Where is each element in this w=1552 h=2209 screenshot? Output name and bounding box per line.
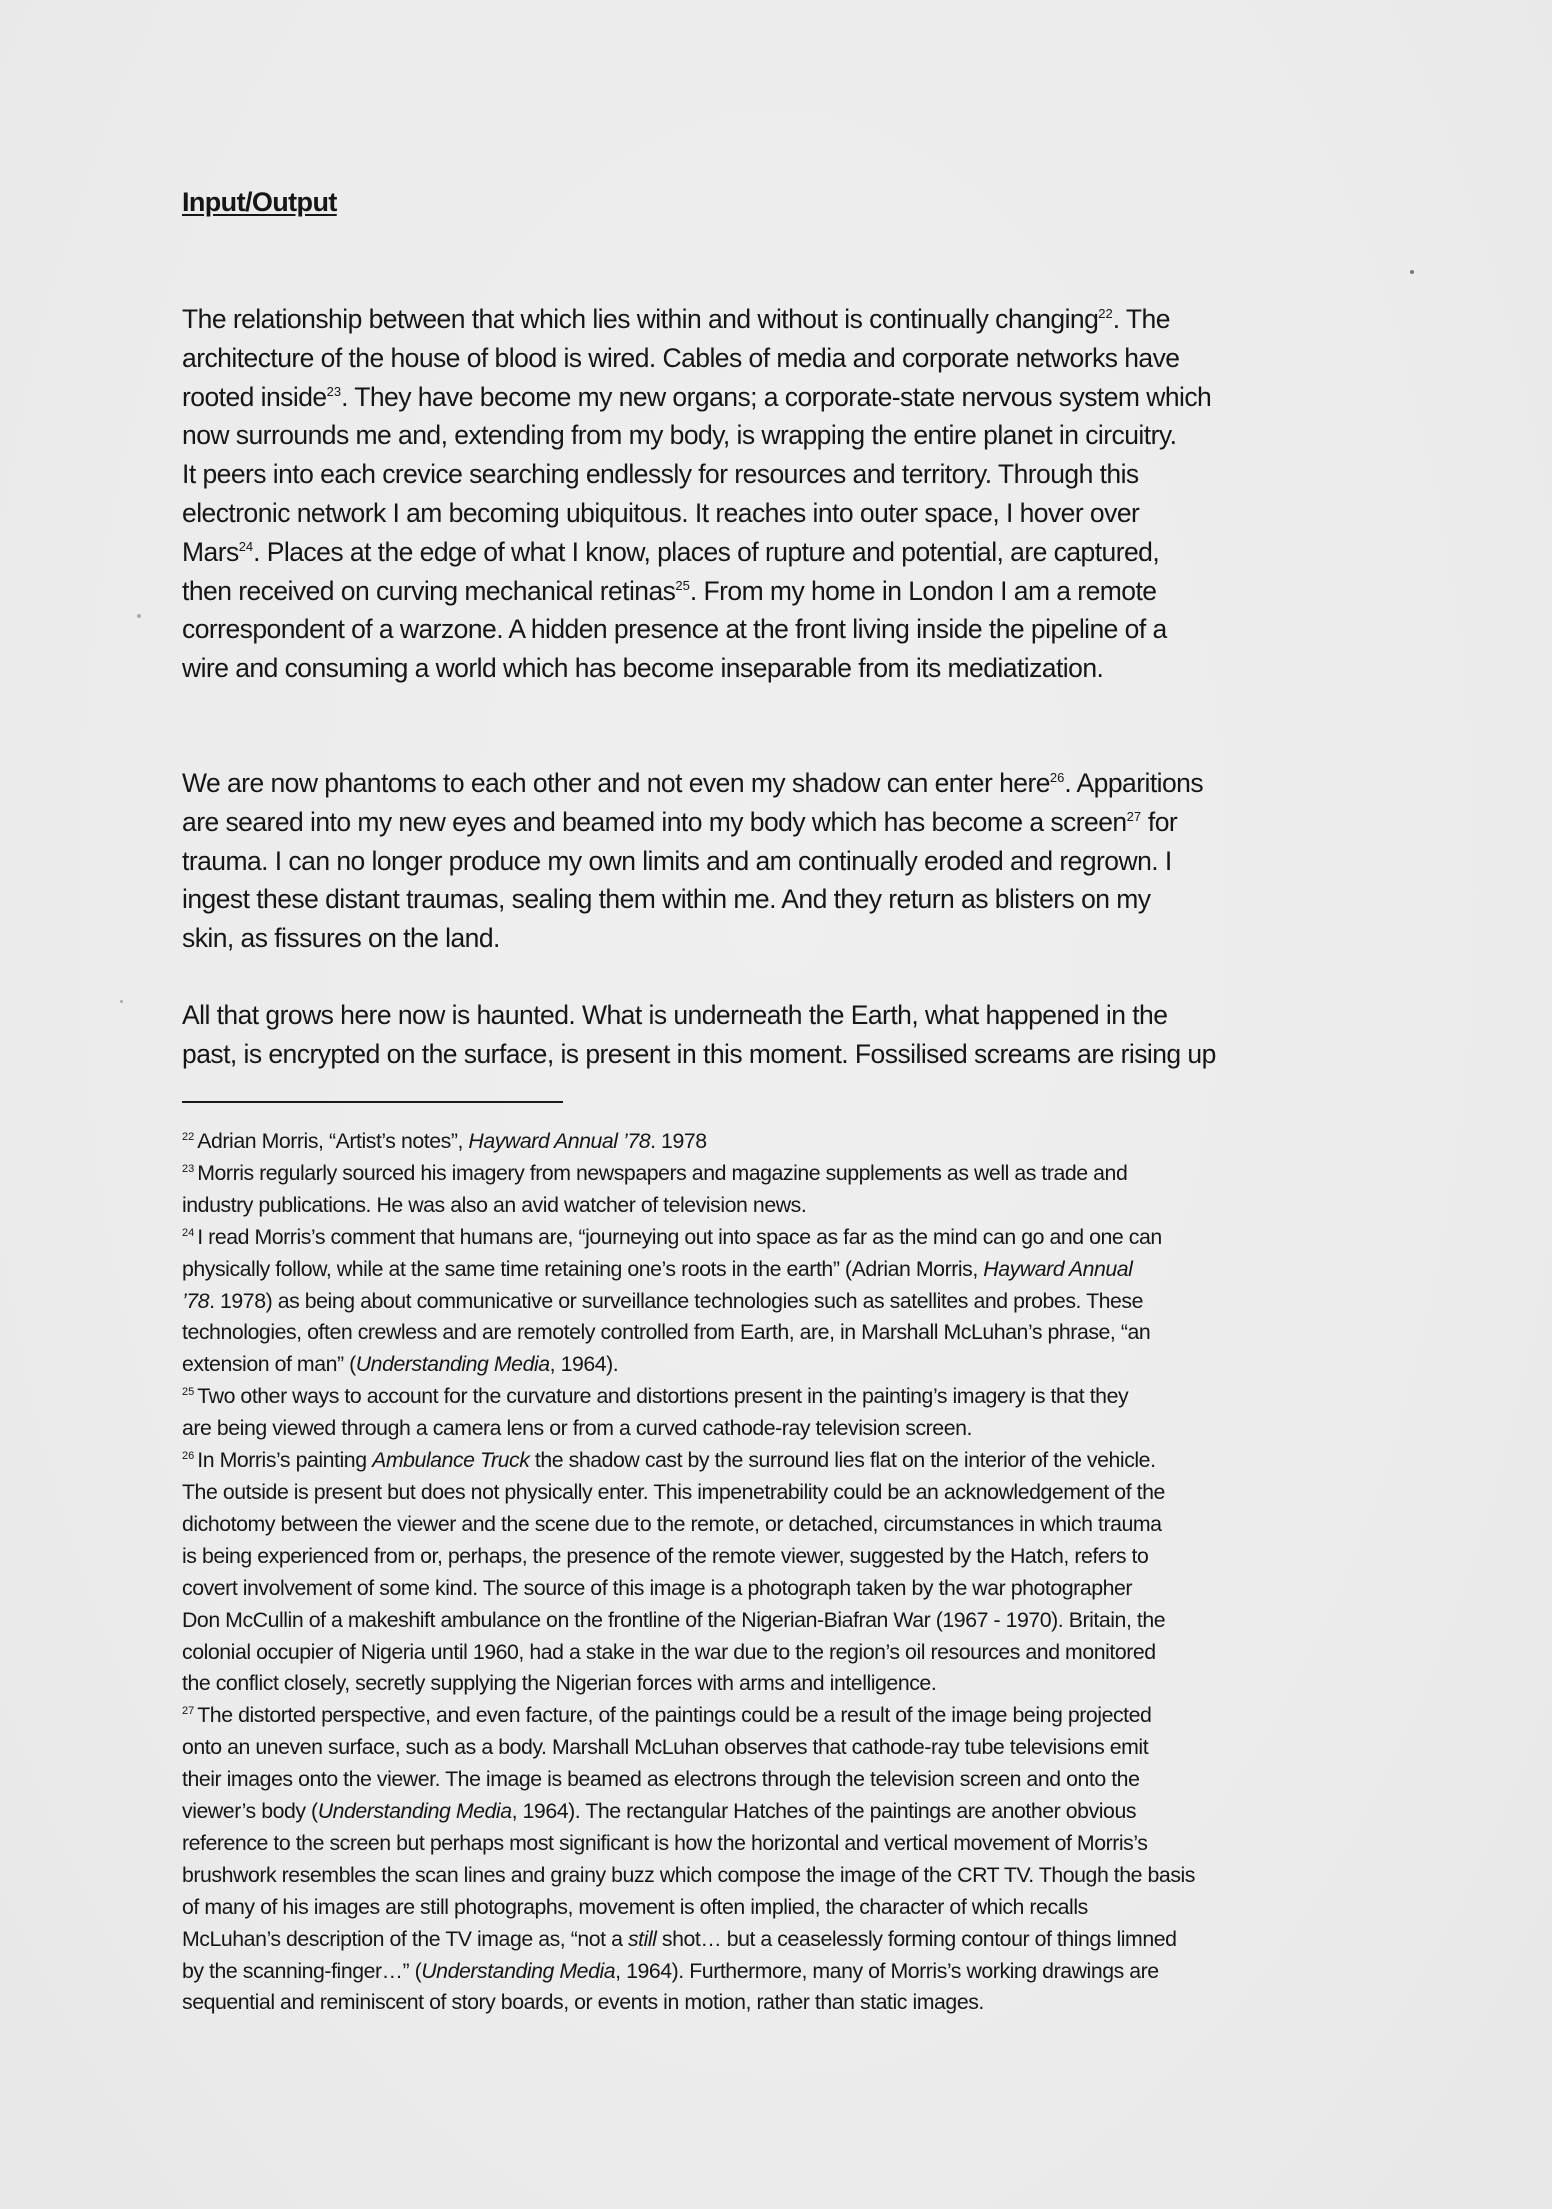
footnote-line: [182, 1700, 1382, 1732]
footnote-text: , 1964). The rectangular Hatches of the paintings are another obvious: [511, 1799, 1137, 1824]
paper-speck: [120, 1000, 123, 1003]
footnote-text: shot… but a ceaselessly forming contour of things limned: [656, 1926, 1177, 1951]
footnote-line: [182, 1605, 1382, 1637]
footnote-text: . 1978: [650, 1129, 707, 1153]
line-text: wire and consuming a world which has become inseparable from its mediatization.: [182, 653, 1104, 684]
footnote-line: [182, 1541, 1382, 1573]
footnote-line: [182, 1477, 1382, 1509]
line-text: . The: [1112, 304, 1170, 334]
line-text: . Places at the edge of what I know, places of rupture and potential, are captured,: [253, 536, 1160, 567]
footnote-text: . 1978) as being about communicative or surveillance technologies such as satellites and probes. These: [209, 1288, 1144, 1313]
line-text: architecture of the house of blood is wired. Cables of media and corporate networks have: [182, 342, 1180, 373]
footnote-line: [182, 1764, 1382, 1796]
footnote-line: [182, 1158, 1382, 1190]
document-title: Input/Output: [182, 187, 337, 217]
footnote: [182, 1381, 1382, 1445]
footnote-line: [182, 1828, 1382, 1860]
line-text: for: [1141, 806, 1178, 837]
footnote-text: , 1964). Furthermore, many of Morris’s working drawings are: [615, 1958, 1159, 1983]
footnote-line: [182, 1254, 1382, 1286]
line-text: are seared into my new eyes and beamed into my body which has become a screen: [182, 806, 1127, 837]
paragraph-line: [182, 842, 1382, 881]
footnote-text: industry publications. He was also an avid watcher of television news.: [182, 1192, 807, 1217]
line-text: The relationship between that which lies within and without is continually changing: [182, 304, 1099, 334]
footnote-line: [182, 1349, 1382, 1381]
footnote-reference: 22: [1098, 306, 1113, 321]
paragraph-line: [182, 649, 1382, 688]
footnote-number: 23: [182, 1162, 195, 1175]
paragraph-line: [182, 996, 1382, 1035]
footnote-text: The outside is present but does not physically enter. This impenetrability could be an acknowledgement of the: [182, 1479, 1165, 1504]
line-text: trauma. I can no longer produce my own limits and am continually eroded and regrown. I: [182, 845, 1172, 876]
footnote-text: the conflict closely, secretly supplying the Nigerian forces with arms and intelligence.: [182, 1671, 937, 1696]
footnote-reference: 25: [675, 577, 690, 593]
paragraph: [182, 764, 1382, 958]
footnote-text: sequential and reminiscent of story boards, or events in motion, rather than static images.: [182, 1990, 984, 2015]
line-text: It peers into each crevice searching endlessly for resources and territory. Through this: [182, 459, 1139, 490]
footnote-line: [182, 1732, 1382, 1764]
footnote-text: covert involvement of some kind. The source of this image is a photograph taken by the war photographer: [182, 1575, 1133, 1600]
footnote-text: , 1964).: [549, 1352, 619, 1377]
paragraph-line: [182, 494, 1382, 533]
line-text: We are now phantoms to each other and not even my shadow can enter here: [182, 768, 1050, 798]
line-text: past, is encrypted on the surface, is present in this moment. Fossilised screams are rising up: [182, 1038, 1216, 1069]
paragraph-line: [182, 300, 1382, 339]
footnote: [182, 1222, 1382, 1382]
footnote-line: [182, 1573, 1382, 1605]
footnote-line: [182, 1987, 1382, 2019]
footnote-line: [182, 1286, 1382, 1318]
footnote-line: [182, 1796, 1382, 1828]
footnote-text: extension of man” (: [182, 1352, 356, 1377]
footnote-reference: 24: [238, 538, 254, 554]
footnote-line: [182, 1126, 1382, 1158]
footnote-number: 25: [182, 1386, 195, 1399]
paragraph: [182, 996, 1382, 1074]
footnote: [182, 1126, 1382, 1158]
paragraph-line: [182, 339, 1382, 378]
paragraph-line: [182, 880, 1382, 919]
footnote-italic-title: Understanding Media: [355, 1352, 550, 1377]
paragraph-line: [182, 764, 1382, 803]
footnote-text: The distorted perspective, and even facture, of the paintings could be a result of the image being projected: [197, 1703, 1152, 1728]
line-text: rooted inside: [182, 381, 327, 412]
line-text: now surrounds me and, extending from my body, is wrapping the entire planet in circuitry.: [182, 420, 1177, 451]
paragraph-line: [182, 533, 1382, 572]
footnote-text: McLuhan’s description of the TV image as, “not a: [182, 1926, 628, 1951]
footnote: [182, 1445, 1382, 1700]
footnote-italic-title: Hayward Annual ’78: [468, 1129, 651, 1153]
line-text: Mars: [182, 536, 239, 567]
footnote-text: physically follow, while at the same time retaining one’s roots in the earth” (Adrian Morris,: [182, 1256, 984, 1281]
footnote-text: colonial occupier of Nigeria until 1960, had a stake in the war due to the region’s oil resources and monitored: [182, 1639, 1156, 1664]
footnote: [182, 1158, 1382, 1222]
footnote-italic-title: Ambulance Truck: [372, 1448, 530, 1473]
footnote-number: 26: [182, 1450, 195, 1463]
footnote-text: Adrian Morris, “Artist’s notes”,: [197, 1129, 469, 1153]
footnote-italic-title: ’78: [182, 1288, 210, 1313]
footnote-reference: 23: [326, 383, 342, 399]
line-text: correspondent of a warzone. A hidden presence at the front living inside the pipeline of a: [182, 614, 1167, 645]
line-text: then received on curving mechanical retinas: [182, 575, 676, 606]
footnote-line: [182, 1381, 1382, 1413]
line-text: . Apparitions: [1064, 768, 1204, 798]
line-text: . From my home in London I am a remote: [689, 575, 1157, 606]
line-text: skin, as fissures on the land.: [182, 923, 500, 954]
footnote-line: [182, 1190, 1382, 1222]
line-text: All that grows here now is haunted. What is underneath the Earth, what happened in the: [182, 1000, 1168, 1030]
paragraph-line: [182, 455, 1382, 494]
footnote-text: Two other ways to account for the curvature and distortions present in the painting’s imagery is that they: [197, 1384, 1129, 1409]
footnote-text: technologies, often crewless and are remotely controlled from Earth, are, in Marshall McLuhan’s phrase, “an: [182, 1320, 1151, 1345]
footnote-text: dichotomy between the viewer and the scene due to the remote, or detached, circumstances in which trauma: [182, 1511, 1162, 1536]
footnote-text: brushwork resembles the scan lines and grainy buzz which compose the image of the CRT TV. Though the basis: [182, 1862, 1195, 1887]
footnote-text: I read Morris’s comment that humans are, “journeying out into space as far as the mind can go and one can: [197, 1224, 1162, 1249]
paper-speck: [1410, 270, 1414, 274]
footnote-italic-title: Hayward Annual: [983, 1256, 1133, 1281]
footnote-text: their images onto the viewer. The image is beamed as electrons through the television screen and onto the: [182, 1767, 1140, 1792]
footnote-italic-title: Understanding Media: [421, 1958, 616, 1983]
footnote-line: [182, 1222, 1382, 1254]
footnote-text: is being experienced from or, perhaps, the presence of the remote viewer, suggested by the Hatch, refers to: [182, 1543, 1149, 1568]
footnote-text: Morris regularly sourced his imagery from newspapers and magazine supplements as well as trade and: [197, 1160, 1128, 1185]
footnote-text: are being viewed through a camera lens or from a curved cathode-ray television screen.: [182, 1416, 972, 1441]
footnote-number: 24: [182, 1226, 195, 1239]
document-body: [182, 182, 1382, 2015]
footnote-line: [182, 1637, 1382, 1669]
footnote-text: the shadow cast by the surround lies flat on the interior of the vehicle.: [529, 1448, 1156, 1473]
footnote-text: reference to the screen but perhaps most significant is how the horizontal and vertical movement of Morris’s: [182, 1830, 1148, 1855]
footnote-text: onto an uneven surface, such as a body. Marshall McLuhan observes that cathode-ray tube televisions emit: [182, 1735, 1149, 1760]
footnote-line: [182, 1860, 1382, 1892]
line-text: ingest these distant traumas, sealing them within me. And they return as blisters on my: [182, 884, 1151, 915]
footnote-line: [182, 1445, 1382, 1477]
footnotes: [182, 1126, 1382, 2019]
footnote-line: [182, 1413, 1382, 1445]
footnote: [182, 1700, 1382, 2019]
footnote-line: [182, 1924, 1382, 1956]
footnote-text: of many of his images are still photographs, movement is often implied, the character of which recalls: [182, 1894, 1088, 1919]
footnote-text: Don McCullin of a makeshift ambulance on the frontline of the Nigerian-Biafran War (1967 - 1970). Britain, the: [182, 1607, 1166, 1632]
footnote-separator: [182, 1101, 563, 1103]
line-text: electronic network I am becoming ubiquitous. It reaches into outer space, I hover over: [182, 497, 1140, 528]
paragraph-line: [182, 803, 1382, 842]
footnote-text: In Morris’s painting: [197, 1448, 373, 1473]
footnote-line: [182, 1956, 1382, 1988]
footnote-line: [182, 1509, 1382, 1541]
paragraph-line: [182, 378, 1382, 417]
paragraph-line: [182, 610, 1382, 649]
footnote-reference: 27: [1126, 808, 1142, 824]
footnote-number: 27: [182, 1705, 195, 1718]
paragraph-line: [182, 572, 1382, 611]
footnote-line: [182, 1317, 1382, 1349]
paragraph: [182, 300, 1382, 688]
footnote-text: viewer’s body (: [182, 1799, 318, 1824]
footnote-italic-title: still: [627, 1926, 657, 1951]
footnote-number: 22: [182, 1131, 195, 1143]
footnote-reference: 26: [1049, 770, 1065, 785]
paragraph-line: [182, 416, 1382, 455]
footnote-italic-title: Understanding Media: [317, 1799, 512, 1824]
footnote-line: [182, 1892, 1382, 1924]
paper-speck: [137, 614, 141, 618]
line-text: . They have become my new organs; a corporate-state nervous system which: [341, 381, 1212, 412]
paragraph-line: [182, 919, 1382, 958]
footnote-line: [182, 1668, 1382, 1700]
paragraph-line: [182, 1035, 1382, 1074]
footnote-text: by the scanning-finger…” (: [182, 1958, 422, 1983]
